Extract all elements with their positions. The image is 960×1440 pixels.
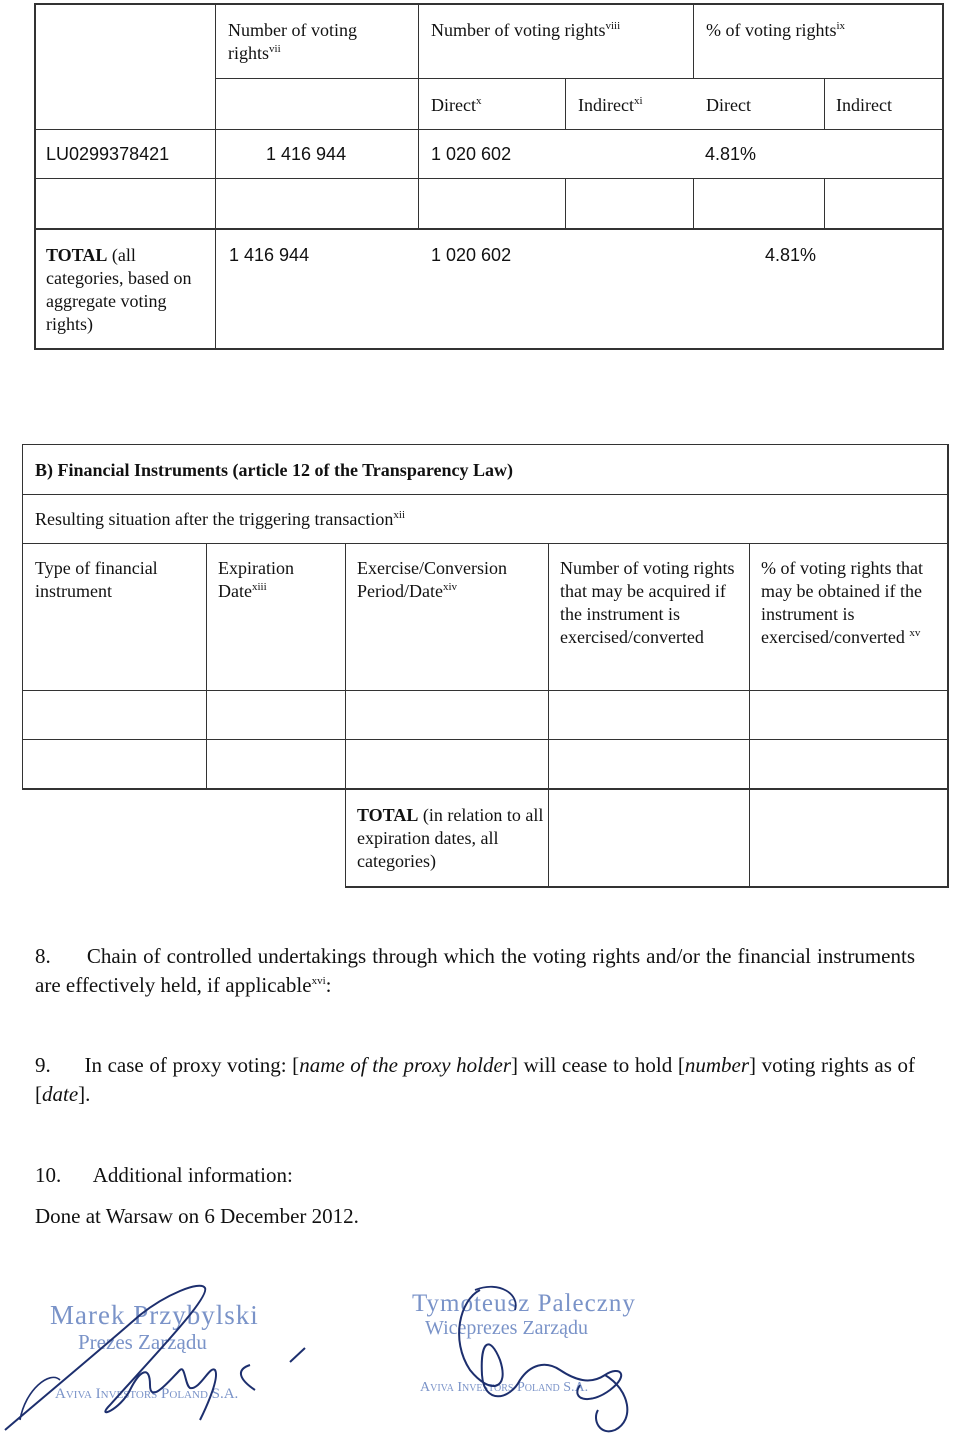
signature-right-scribble — [420, 1280, 660, 1439]
section-10: 10. Additional information: — [35, 1163, 293, 1187]
col-number-acquired: Number of voting rights that may be acquired if the instrument is exercised/converted — [560, 558, 735, 647]
col-exercise-period: Exercise/Conversion Period/Date$^{xiv}$ — [357, 558, 507, 601]
signature-left-scribble — [0, 1270, 330, 1440]
done-at-line: Done at Warsaw on 6 December 2012. — [35, 1204, 359, 1228]
isin-code: LU0299378421 — [46, 144, 170, 164]
row1-percent: 4.81% — [705, 144, 757, 164]
header-number-of-voting-rights: Number of voting rights$^{vii}$ — [228, 20, 357, 63]
total-voting-rights: 1 416 944 — [229, 245, 310, 265]
stamp-left-name: Marek Przybylski — [50, 1300, 259, 1330]
section-9: 9. In case of proxy voting: [name of the proxy holder] will cease to hold [number] voting rights as of [date]. — [35, 1053, 916, 1106]
col-percent-obtained: % of voting rights that may be obtained if the instrument is exercised/converted $^{xv}$ — [761, 558, 923, 647]
section-8: 8. Chain of controlled undertakings through which the voting rights and/or the financial instruments are effectively held, if applicable$^{xvi}$: — [35, 944, 915, 997]
stamp-left-title: Prezes Zarządu — [78, 1330, 207, 1354]
subheader-direct: Direct$^x$ — [431, 95, 482, 115]
row1-voting-rights: 1 416 944 — [266, 144, 347, 164]
total-label: TOTAL (all categories, based on aggregate voting rights) — [46, 245, 192, 334]
section-b-title: B) Financial Instruments (article 12 of the Transparency Law) — [35, 460, 513, 480]
subheader-direct-pct: Direct — [706, 95, 751, 115]
subheader-indirect: Indirect$^{xi}$ — [578, 95, 643, 115]
subheader-indirect-pct: Indirect — [836, 95, 892, 115]
stamp-right-company: Aviva Investors Poland S.A. — [420, 1380, 589, 1395]
stamp-left-company: Aviva Investors Poland S.A. — [55, 1386, 239, 1402]
stamp-right-title: Wiceprezes Zarządu — [425, 1317, 588, 1339]
total-direct: 1 020 602 — [431, 245, 512, 265]
header-percent-voting-rights: % of voting rights$^{ix}$ — [706, 20, 846, 40]
col-expiration-date: Expiration Date$^{xiii}$ — [218, 558, 294, 601]
section-b-total-label: TOTAL (in relation to all expiration dates, all categories) — [357, 805, 544, 871]
header-number-of-voting-rights-2: Number of voting rights$^{viii}$ — [431, 20, 621, 40]
total-percent: 4.81% — [765, 245, 817, 265]
resulting-situation-label: Resulting situation after the triggering transaction$^{xii}$ — [35, 509, 406, 529]
row1-direct: 1 020 602 — [431, 144, 512, 164]
col-type-of-instrument: Type of financial instrument — [35, 558, 158, 601]
stamp-right-name: Tymoteusz Paleczny — [412, 1290, 636, 1317]
